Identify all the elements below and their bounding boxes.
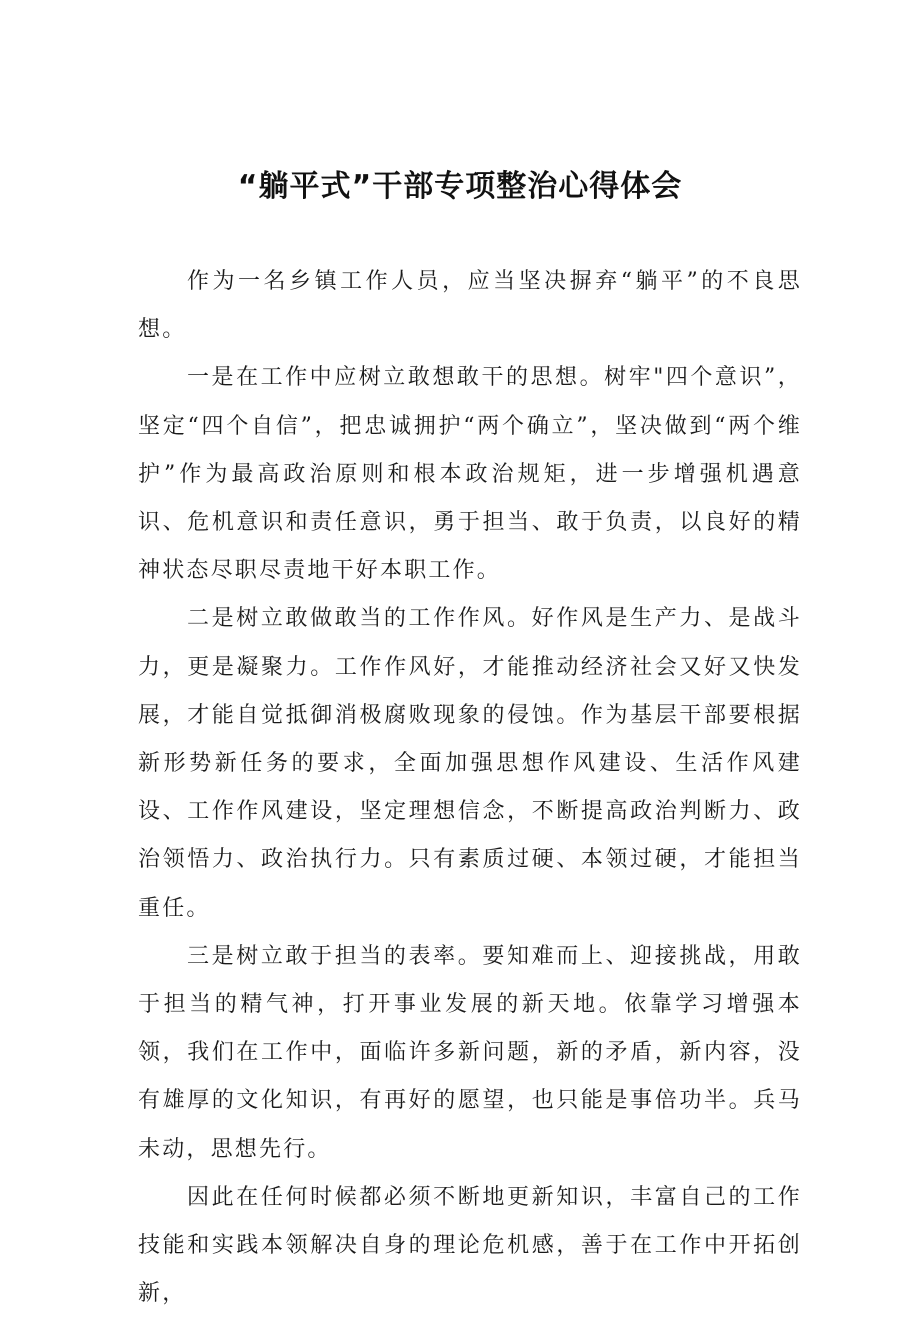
paragraph-intro: 作为一名乡镇工作人员，应当坚决摒弃“躺平”的不良思想。 bbox=[138, 269, 802, 343]
document-body bbox=[138, 258, 802, 1318]
document-title: “躺平式”干部专项整治心得体会 bbox=[237, 169, 683, 204]
paragraph-point-three: 三是树立敢于担当的表率。要知难而上、迎接挑战，用敢于担当的精气神，打开事业发展的新天地。依靠学习增强本领，我们在工作中，面临许多新问题，新的矛盾，新内容，没有雄厚的文化知识，有再好的愿望，也只能是事倍功半。兵马未动，思想先行。 bbox=[138, 943, 802, 1162]
paragraph-point-two: 二是树立敢做敢当的工作作风。好作风是生产力、是战斗力，更是凝聚力。工作作风好，才能推动经济社会又好又快发展，才能自觉抵御消极腐败现象的侵蚀。作为基层干部要根据新形势新任务的要求，全面加强思想作风建设、生活作风建设、工作作风建设，坚定理想信念，不断提高政治判断力、政治领悟力、政治执行力。只有素质过硬、本领过硬，才能担当重任。 bbox=[138, 606, 802, 921]
paragraph-point-one: 一是在工作中应树立敢想敢干的思想。树牢"四个意识”，坚定“四个自信”，把忠诚拥护“两个确立”，坚决做到“两个维护”作为最高政治原则和根本政治规矩，进一步增强机遇意识、危机意识和责任意识，勇于担当、敢于负责，以良好的精神状态尽职尽责地干好本职工作。 bbox=[138, 365, 802, 584]
paragraph-conclusion: 因此在任何时候都必须不断地更新知识，丰富自己的工作技能和实践本领解决自身的理论危机感，善于在工作中开拓创新， bbox=[138, 1184, 802, 1307]
